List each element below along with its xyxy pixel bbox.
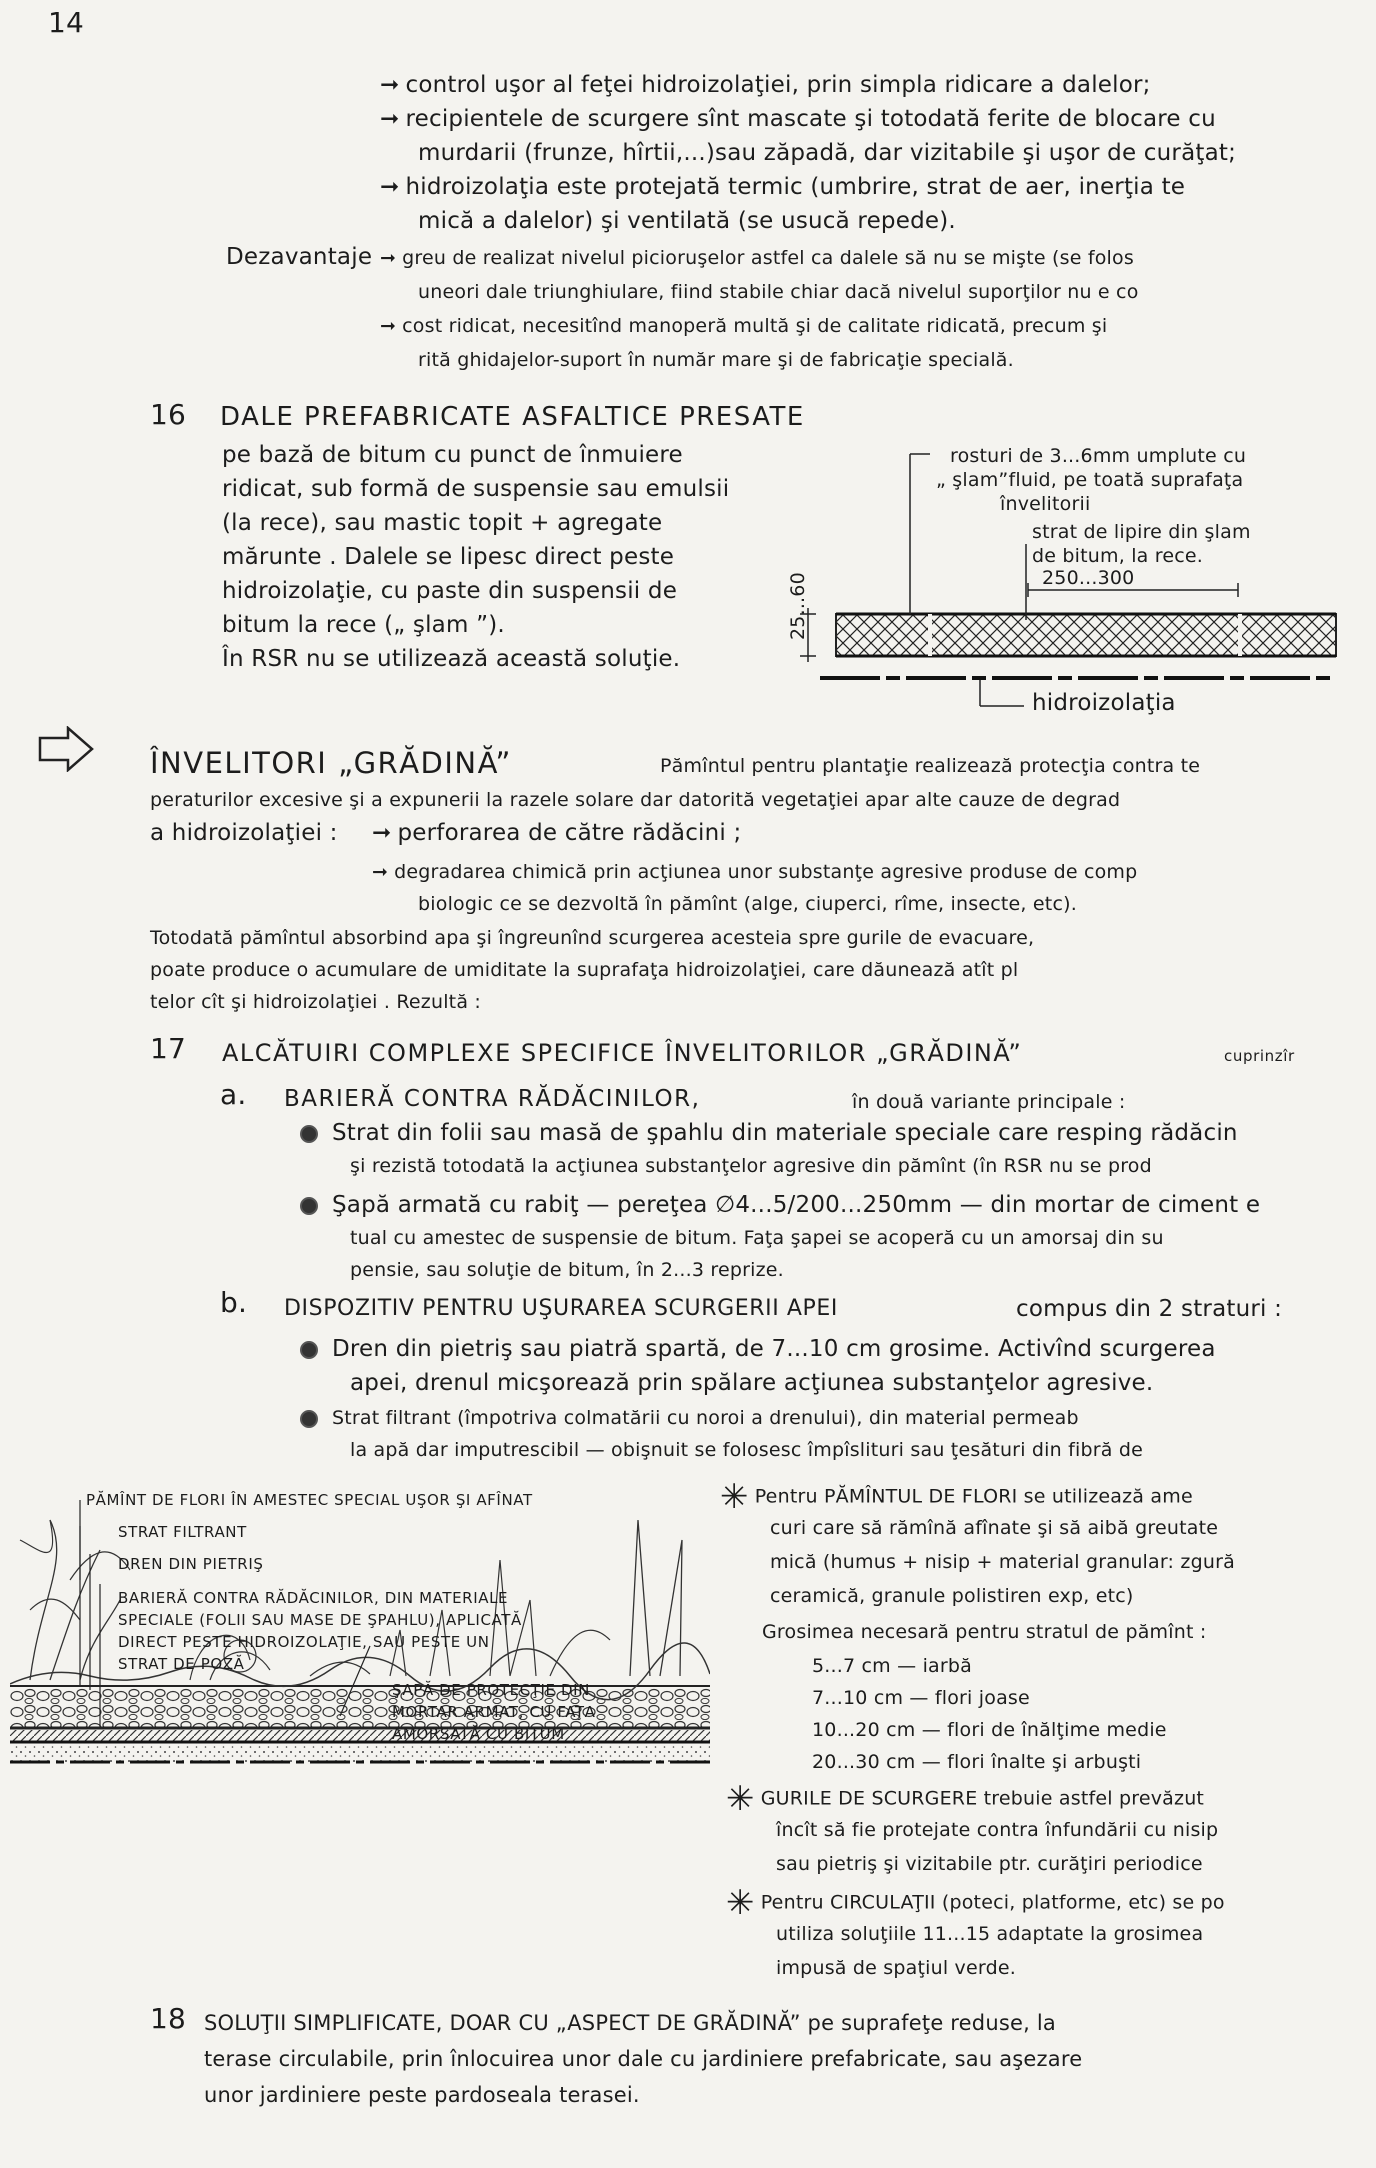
bullet-line: ➞ control uşor al feţei hidroizolaţiei, prin simpla ridicare a dalelor; xyxy=(380,72,1151,98)
page-number: 14 xyxy=(48,6,85,39)
section-16-text: bitum la rece („ şlam ”). xyxy=(222,612,505,638)
garden-roofs-title: ÎNVELITORI „GRĂDINĂ” xyxy=(150,746,512,780)
garden-intro: telor cît şi hidroizolaţiei . Rezultă : xyxy=(150,991,482,1013)
diagram-label-joints: învelitorii xyxy=(1000,493,1091,515)
garden-intro: poate produce o acumulare de umiditate la suprafaţa hidroizolaţiei, care dăunează atît pl xyxy=(150,959,1019,981)
sketch-label-barrier: SPECIALE (FOLII SAU MASE DE ŞPAHLU), APLICATĂ xyxy=(118,1611,522,1629)
disadvantage-line: rită ghidajelor-suport în număr mare şi de fabricaţie specială. xyxy=(418,349,1014,371)
sketch-label-barrier: BARIERĂ CONTRA RĂDĂCINILOR, DIN MATERIALE xyxy=(118,1589,509,1607)
bullet-line: murdarii (frunze, hîrtii,...)sau zăpadă, dar vizitabile şi uşor de curăţat; xyxy=(418,140,1237,166)
arrow-icon: ➞ xyxy=(372,820,392,846)
diagram-label-joints: rosturi de 3...6mm umplute cu xyxy=(950,445,1247,467)
sketch-label-screed: ŞAPĂ DE PROTECŢIE DIN xyxy=(392,1681,590,1699)
disadvantage-line: uneori dale triunghiulare, fiind stabile chiar dacă nivelul suporţilor nu e co xyxy=(418,281,1139,303)
section-17-number: 17 xyxy=(150,1032,187,1065)
section-16-text: mărunte . Dalele se lipesc direct peste xyxy=(222,544,675,570)
note-circulation: utiliza soluţiile 11...15 adaptate la grosimea xyxy=(776,1923,1204,1945)
diagram-label-adhesive: strat de lipire din şlam xyxy=(1032,521,1251,543)
asterisk-icon: ✳ xyxy=(726,1779,755,1819)
sketch-label-filter: STRAT FILTRANT xyxy=(118,1523,247,1541)
diagram-label-adhesive: de bitum, la rece. xyxy=(1032,545,1204,567)
bullet-icon xyxy=(300,1410,318,1428)
thickness-item: 7...10 cm — flori joase xyxy=(812,1687,1030,1709)
item-a-bullet: Strat din folii sau masă de şpahlu din materiale speciale care resping rădăcin xyxy=(300,1118,1238,1148)
arrow-icon: ➞ xyxy=(380,315,397,337)
thickness-item: 10...20 cm — flori de înălţime medie xyxy=(812,1719,1167,1741)
item-b-bullet-cont: la apă dar imputrescibil — obişnuit se folosesc împîslituri sau ţesături din fibră de xyxy=(350,1439,1144,1461)
item-b-bullet: Dren din pietriş sau piatră spartă, de 7...10 cm grosime. Activînd scurgerea xyxy=(300,1334,1216,1364)
diagram-label-waterproofing: hidroizolaţia xyxy=(1032,690,1176,716)
bullet-icon xyxy=(300,1197,318,1215)
garden-intro: Pămîntul pentru plantaţie realizează protecţia contra te xyxy=(660,755,1201,777)
section-16-text: ridicat, sub formă de suspensie sau emulsii xyxy=(222,476,730,502)
disadvantage-line: ➞ cost ridicat, necesitînd manoperă multă şi de calitate ridicată, precum şi xyxy=(380,315,1108,337)
section-18-number: 18 xyxy=(150,2002,187,2035)
disadvantages-label: Dezavantaje xyxy=(226,244,373,270)
garden-intro: peraturilor excesive şi a expunerii la razele solare dar datorită vegetaţiei apar alte cauze de degrad xyxy=(150,789,1121,811)
bullet-icon xyxy=(300,1341,318,1359)
garden-cause: ➞ degradarea chimică prin acţiunea unor substanţe agresive produse de comp xyxy=(372,861,1138,883)
arrow-icon: ➞ xyxy=(380,247,397,269)
item-a-bullet-cont: pensie, sau soluţie de bitum, în 2...3 reprize. xyxy=(350,1259,784,1281)
item-b-label: b. xyxy=(220,1286,248,1319)
section-16-text: (la rece), sau mastic topit + agregate xyxy=(222,510,663,536)
pointer-arrow-icon xyxy=(38,726,94,772)
garden-intro: Totodată pămîntul absorbind apa şi îngreunînd scurgerea acesteia spre gurile de evacuare, xyxy=(150,927,1035,949)
note-drains: sau pietriş şi vizitabile ptr. curăţiri periodice xyxy=(776,1853,1203,1875)
item-b-title: DISPOZITIV PENTRU UŞURAREA SCURGERII APEI xyxy=(284,1296,839,1321)
arrow-icon: ➞ xyxy=(380,174,400,200)
disadvantage-line: ➞ greu de realizat nivelul picioruşelor astfel ca dalele să nu se mişte (se folos xyxy=(380,247,1134,269)
sketch-label-barrier: DIRECT PESTE HIDROIZOLAŢIE, SAU PESTE UN xyxy=(118,1633,490,1651)
section-18-text: SOLUŢII SIMPLIFICATE, DOAR CU „ASPECT DE GRĂDINĂ” pe suprafeţe reduse, la xyxy=(204,2011,1056,2035)
dimension-width: 250...300 xyxy=(1042,567,1135,589)
note-circulation: ✳ Pentru CIRCULAŢII (poteci, platforme, etc) se po xyxy=(726,1883,1225,1923)
diagram-label-joints: „ şlam”fluid, pe toată suprafaţa xyxy=(936,469,1244,491)
item-b-bullet-cont: apei, drenul micşorează prin spălare acţiunea substanţelor agresive. xyxy=(350,1370,1154,1396)
note-soil: mică (humus + nisip + material granular: zgură xyxy=(770,1551,1235,1573)
item-a-bullet-cont: şi rezistă totodată la acţiunea substanţelor agresive din pămînt (în RSR nu se prod xyxy=(350,1155,1152,1177)
section-16-text: hidroizolaţie, cu paste din suspensii de xyxy=(222,578,678,604)
arrow-icon: ➞ xyxy=(372,861,389,883)
item-b-suffix: compus din 2 straturi : xyxy=(1016,1296,1283,1322)
note-soil: curi care să rămînă afînate şi să aibă greutate xyxy=(770,1517,1219,1539)
item-b-bullet: Strat filtrant (împotriva colmatării cu noroi a drenului), din material permeab xyxy=(300,1406,1079,1430)
note-circulation: impusă de spaţiul verde. xyxy=(776,1957,1016,1979)
section-16-number: 16 xyxy=(150,398,187,431)
section-18-text: unor jardiniere peste pardoseala terasei. xyxy=(204,2083,640,2107)
item-a-bullet: Şapă armată cu rabiţ — pereţea ∅4...5/200...250mm — din mortar de ciment e xyxy=(300,1190,1260,1220)
dimension-height: 25...60 xyxy=(787,572,809,640)
bullet-line: mică a dalelor) şi ventilată (se usucă repede). xyxy=(418,208,956,234)
section-16-text: În RSR nu se utilizează această soluţie. xyxy=(222,646,681,672)
thickness-item: 20...30 cm — flori înalte şi arbuşti xyxy=(812,1751,1142,1773)
section-17-title-suffix: cuprinzîr xyxy=(1224,1047,1295,1065)
thickness-title: Grosimea necesară pentru stratul de pămînt : xyxy=(762,1621,1207,1643)
item-a-bullet-cont: tual cu amestec de suspensie de bitum. Faţa şapei se acoperă cu un amorsaj din su xyxy=(350,1227,1164,1249)
section-17-title: ALCĂTUIRI COMPLEXE SPECIFICE ÎNVELITORILOR „GRĂDINĂ” xyxy=(222,1039,1023,1067)
note-drains: ✳ GURILE DE SCURGERE trebuie astfel prevăzut xyxy=(726,1779,1205,1819)
item-a-label: a. xyxy=(220,1078,247,1111)
bullet-line: ➞ recipientele de scurgere sînt mascate şi totodată ferite de blocare cu xyxy=(380,106,1216,132)
arrow-icon: ➞ xyxy=(380,106,400,132)
item-a-suffix: în două variante principale : xyxy=(852,1091,1126,1113)
section-18-text: terase circulabile, prin înlocuirea unor dale cu jardiniere prefabricate, sau aşezare xyxy=(204,2047,1083,2071)
bullet-line: ➞ hidroizolaţia este protejată termic (umbrire, strat de aer, inerţia te xyxy=(380,174,1186,200)
note-soil: ✳ Pentru PĂMÎNTUL DE FLORI se utilizează ame xyxy=(720,1477,1193,1517)
item-a-title: BARIERĂ CONTRA RĂDĂCINILOR, xyxy=(284,1086,701,1112)
arrow-icon: ➞ xyxy=(380,72,400,98)
asterisk-icon: ✳ xyxy=(720,1477,749,1517)
garden-intro: a hidroizolaţiei : xyxy=(150,820,338,846)
note-soil: ceramică, granule polistiren exp, etc) xyxy=(770,1585,1134,1607)
sketch-label-screed: MORTAR ARMAT, CU FAŢA xyxy=(392,1703,596,1721)
note-drains: încît să fie protejate contra înfundării cu nisip xyxy=(776,1819,1219,1841)
sketch-label-soil: PĂMÎNT DE FLORI ÎN AMESTEC SPECIAL UŞOR ŞI AFÎNAT xyxy=(86,1491,533,1509)
thickness-item: 5...7 cm — iarbă xyxy=(812,1655,973,1677)
asterisk-icon: ✳ xyxy=(726,1883,755,1923)
bullet-icon xyxy=(300,1125,318,1143)
section-16-text: pe bază de bitum cu punct de înmuiere xyxy=(222,442,683,468)
sketch-label-screed: AMORSATĂ CU BITUM xyxy=(392,1725,565,1743)
sketch-label-barrier: STRAT DE POZĂ xyxy=(118,1655,245,1673)
section-16-title: DALE PREFABRICATE ASFALTICE PRESATE xyxy=(220,402,805,432)
garden-cause: biologic ce se dezvoltă în pămînt (alge, ciuperci, rîme, insecte, etc). xyxy=(418,893,1077,915)
garden-cause: ➞ perforarea de către rădăcini ; xyxy=(372,820,742,846)
sketch-label-drain: DREN DIN PIETRIŞ xyxy=(118,1555,264,1573)
